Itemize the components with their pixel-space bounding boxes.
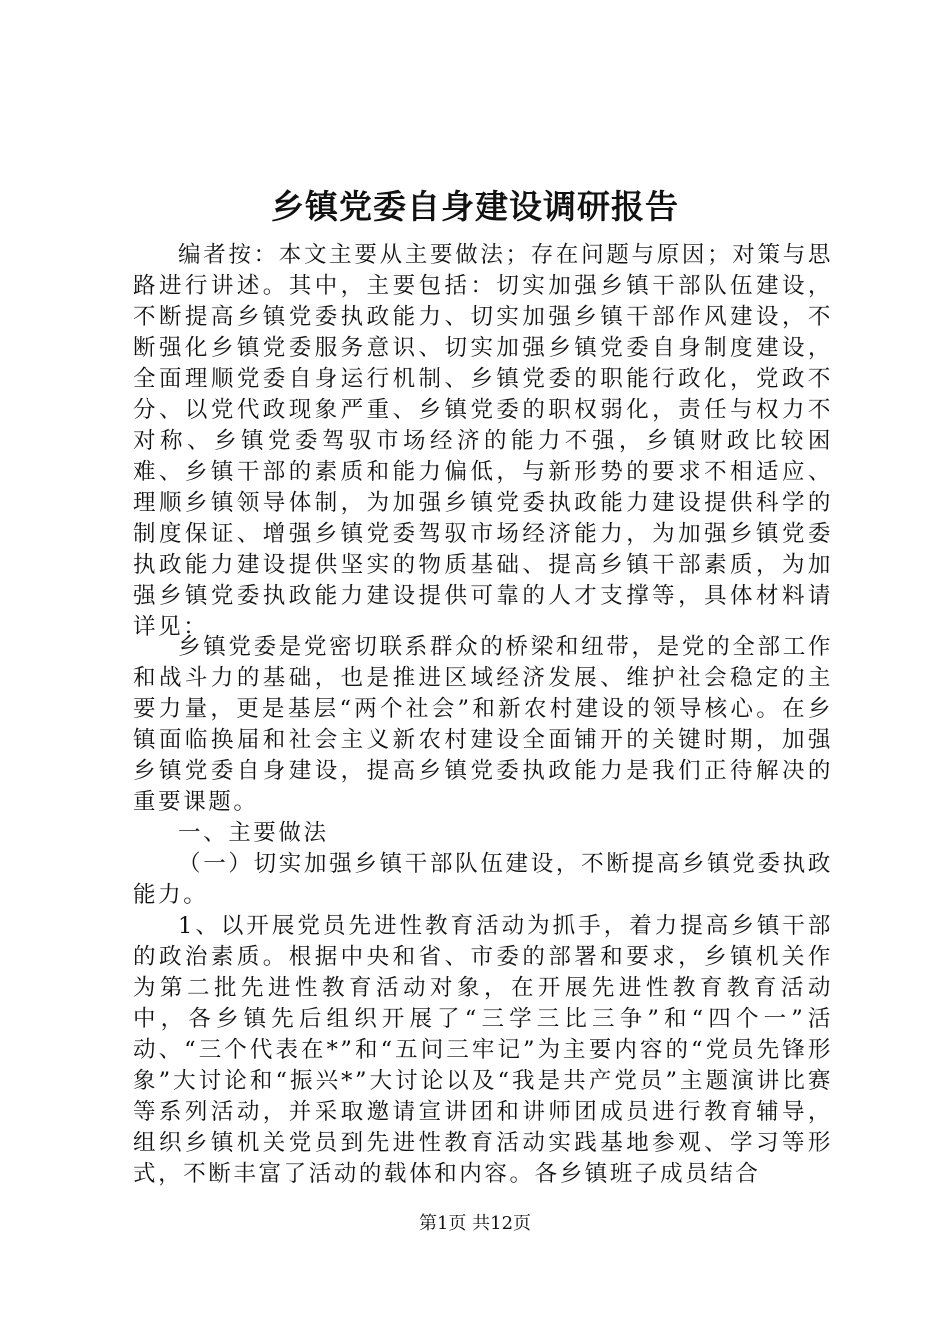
document-title: 乡镇党委自身建设调研报告 [271, 187, 679, 226]
page-footer: 第1页 共12页 [418, 1213, 532, 1234]
editor-note-paragraph: 编者按：本文主要从主要做法；存在问题与原因；对策与思路进行讲述。其中，主要包括：切实加强乡镇干部队伍建设，不断提高乡镇党委执政能力、切实加强乡镇干部作风建设，不断强化乡镇党委服务意识、切实加强乡镇党委自身制度建设，全面理顺党委自身运行机制、乡镇党委的职能行政化，党政不分、以党代政现象严重、乡镇党委的职权弱化，责任与权力不对称、乡镇党委驾驭市场经济的能力不强，乡镇财政比较困难、乡镇干部的素质和能力偏低，与新形势的要求不相适应、理顺乡镇领导体制，为加强乡镇党委执政能力建设提供科学的制度保证、增强乡镇党委驾驭市场经济能力，为加强乡镇党委执政能力建设提供坚实的物质基础、提高乡镇干部素质，为加强乡镇党委执政能力建设提供可靠的人才支撑等，具体材料请详见： [133, 242, 833, 640]
subsection-heading-1: （一）切实加强乡镇干部队伍建设，不断提高乡镇党委执政能力。 [133, 851, 833, 908]
section-heading-main-practices: 一、主要做法 [178, 820, 329, 846]
body-paragraph-1: 1、以开展党员先进性教育活动为抓手，着力提高乡镇干部的政治素质。根据中央和省、市委的部署和要求，乡镇机关作为第二批先进性教育活动对象，在开展先进性教育教育活动中，各乡镇先后组织开展了“三学三比三争”和“四个一”活动、“三个代表在*”和“五问三牢记”为主要内容的“党员先锋形象”大讨论和“振兴*”大讨论以及“我是共产党员”主题演讲比赛等系列活动，并采取邀请宣讲团和讲师团成员进行教育辅导，组织乡镇机关党员到先进性教育活动实践基地参观、学习等形式，不断丰富了活动的载体和内容。各乡镇班子成员结合 [133, 913, 833, 1187]
intro-paragraph: 乡镇党委是党密切联系群众的桥梁和纽带，是党的全部工作和战斗力的基础，也是推进区域经济发展、维护社会稳定的主要力量，更是基层“两个社会”和新农村建设的领导核心。在乡镇面临换届和社会主义新农村建设全面铺开的关键时期，加强乡镇党委自身建设，提高乡镇党委执政能力是我们正待解决的重要课题。 [133, 634, 833, 815]
